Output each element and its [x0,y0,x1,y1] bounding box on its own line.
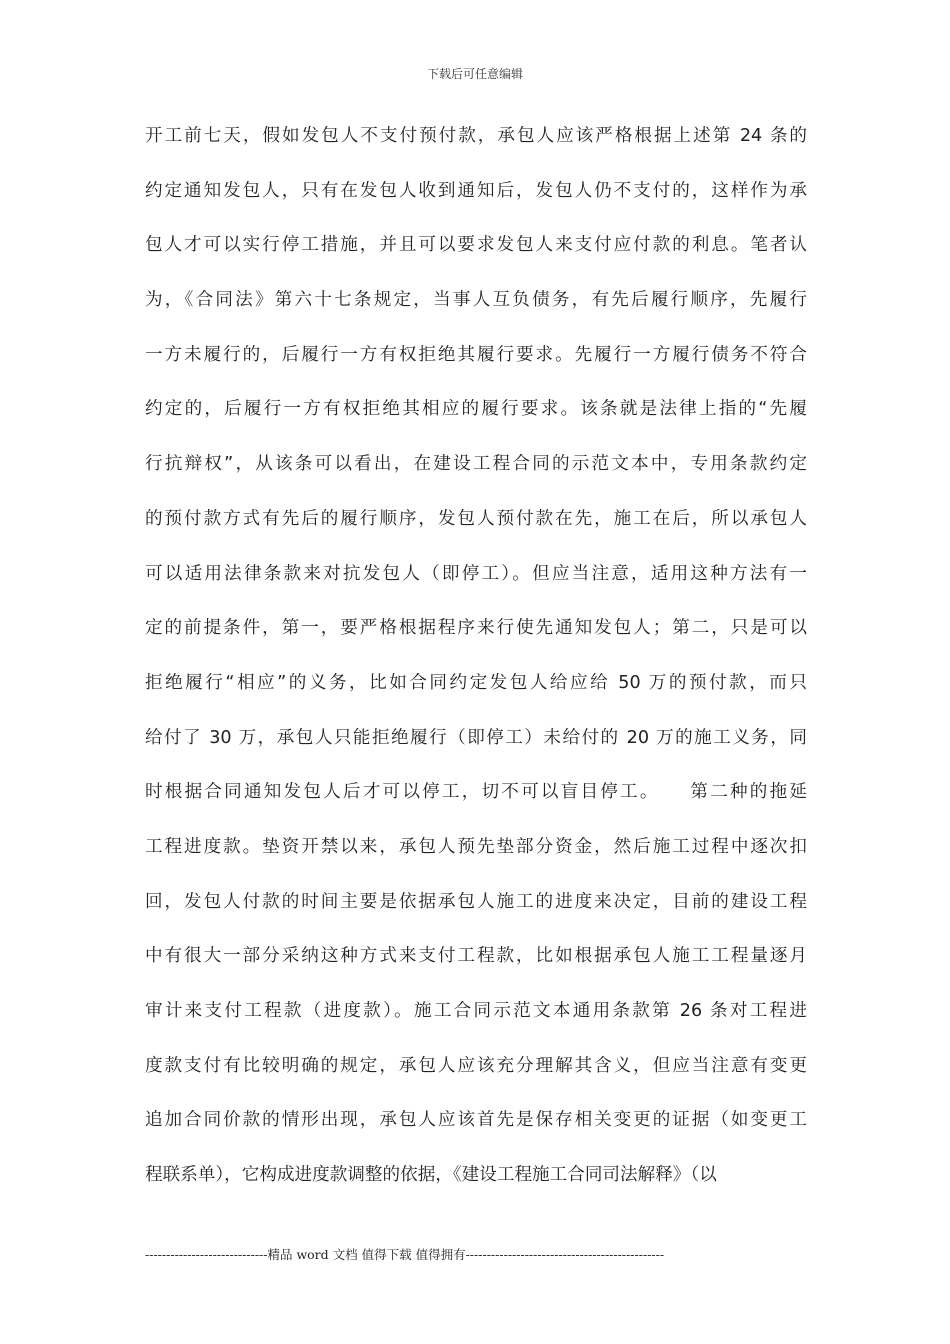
text-line: 开工前七天，假如发包人不支付预付款，承包人应该严格根据上述第 24 条的 [145,126,807,146]
text-line: 度款支付有比较明确的规定，承包人应该充分理解其含义，但应当注意有变更 [145,1055,807,1076]
document-body [145,109,807,1203]
text-line: 为，《合同法》第六十七条规定，当事人互负债务，有先后履行顺序，先履行 [145,290,807,311]
text-line: 约定的，后履行一方有权拒绝其相应的履行要求。该条就是法律上指的“先履 [145,399,807,420]
text-line: 追加合同价款的情形出现，承包人应该首先是保存相关变更的证据（如变更工 [145,1110,807,1131]
text-line: 行抗辩权”，从该条可以看出，在建设工程合同的示范文本中，专用条款约定 [145,454,807,475]
text-line: 定的前提条件，第一，要严格根据程序来行使先通知发包人；第二，只是可以 [145,618,807,639]
text-line: 程联系单），它构成进度款调整的依据，《建设工程施工合同司法解释》（以 [145,1165,717,1186]
text-line: 工程进度款。垫资开禁以来，承包人预先垫部分资金，然后施工过程中逐次扣 [145,836,807,857]
text-line: 可以适用法律条款来对抗发包人（即停工）。但应当注意，适用这种方法有一 [145,563,807,584]
text-line: 包人才可以实行停工措施，并且可以要求发包人来支付应付款的利息。笔者认 [145,235,807,256]
text-line: 的预付款方式有先后的履行顺序，发包人预付款在先，施工在后，所以承包人 [145,508,807,529]
text-line: 中有很大一部分采纳这种方式来支付工程款，比如根据承包人施工工程量逐月 [145,946,807,967]
text-line: 时根据合同通知发包人后才可以停工，切不可以盲目停工。 第二种的拖延 [145,782,807,803]
page-footer: -----------------------------精品 word 文档 值得下载 值得拥有----------------------------------------------- [145,1247,665,1262]
text-line: 回，发包人付款的时间主要是依据承包人施工的进度来决定，目前的建设工程 [145,891,807,912]
page-header: 下载后可任意编辑 [426,67,523,81]
text-line: 审计来支付工程款（进度款）。施工合同示范文本通用条款第 26 条对工程进 [145,1001,807,1021]
text-line: 约定通知发包人，只有在发包人收到通知后，发包人仍不支付的，这样作为承 [145,180,807,201]
text-line: 拒绝履行“相应”的义务，比如合同约定发包人给应给 50 万的预付款，而只 [145,672,807,693]
text-line: 一方未履行的，后履行一方有权拒绝其履行要求。先履行一方履行债务不符合 [145,344,807,365]
text-line: 给付了 30 万，承包人只能拒绝履行（即停工）未给付的 20 万的施工义务，同 [145,727,807,748]
